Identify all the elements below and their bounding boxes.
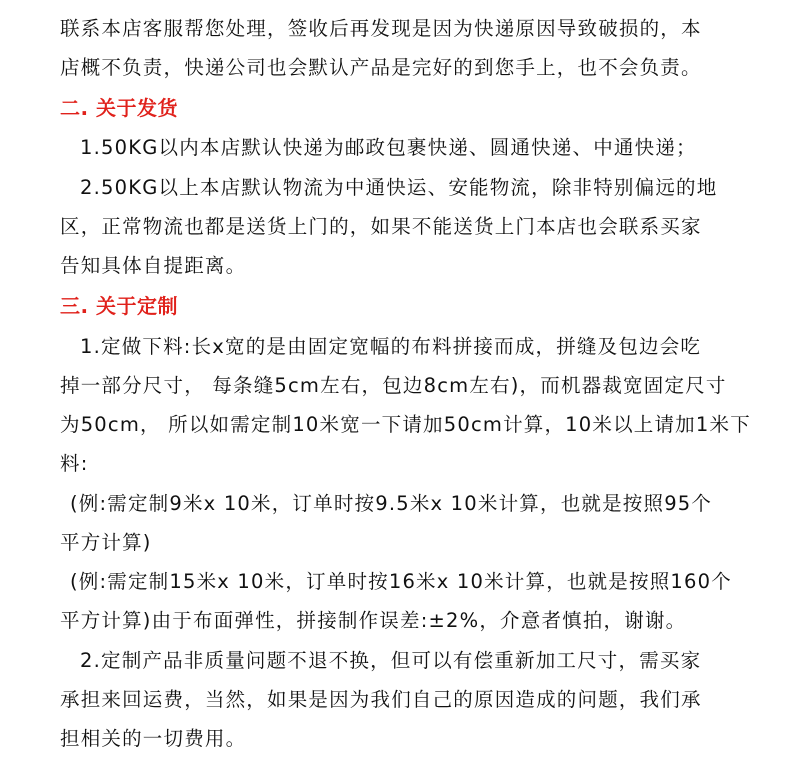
custom-item-1-line-3: 为50cm， 所以如需定制10米宽一下请加50cm计算，10米以上请加1米下: [60, 413, 751, 436]
custom-item-2-line-1: 2.定制产品非质量问题不退不换，但可以有偿重新加工尺寸，需买家: [80, 649, 702, 672]
custom-example-2-line-2: 平方计算)由于布面弹性，拼接制作误差:±2%，介意者慎拍，谢谢。: [60, 609, 687, 632]
section-heading-shipping: 二. 关于发货: [60, 96, 179, 120]
section-heading-custom: 三. 关于定制: [60, 294, 179, 318]
custom-example-2-line-1: (例:需定制15米x 10米，订单时按16米x 10米计算，也就是按照160个: [70, 570, 732, 593]
custom-example-1-line-2: 平方计算): [60, 531, 152, 554]
custom-item-1-line-4: 料:: [60, 452, 89, 475]
intro-line-1: 联系本店客服帮您处理，签收后再发现是因为快递原因导致破损的，本: [60, 17, 702, 40]
custom-item-2-line-3: 担相关的一切费用。: [60, 727, 247, 750]
custom-item-2-line-2: 承担来回运费，当然，如果是因为我们自己的原因造成的问题，我们承: [60, 688, 702, 711]
custom-item-1-line-2: 掉一部分尺寸， 每条缝5cm左右，包边8cm左右)，而机器裁宽固定尺寸: [60, 374, 727, 397]
shipping-item-1: 1.50KG以内本店默认快递为邮政包裹快递、圆通快递、中通快递；: [80, 136, 697, 159]
shipping-item-2-line-3: 告知具体自提距离。: [60, 254, 247, 277]
custom-item-1-line-1: 1.定做下料:长x宽的是由固定宽幅的布料拼接而成，拼缝及包边会吃: [80, 335, 702, 358]
shipping-item-2-line-1: 2.50KG以上本店默认物流为中通快运、安能物流，除非特别偏远的地: [80, 176, 718, 199]
custom-example-1-line-1: (例:需定制9米x 10米，订单时按9.5米x 10米计算，也就是按照95个: [70, 492, 713, 515]
shipping-item-2-line-2: 区，正常物流也都是送货上门的，如果不能送货上门本店也会联系买家: [60, 215, 702, 238]
intro-line-2: 店概不负责，快递公司也会默认产品是完好的到您手上，也不会负责。: [60, 56, 702, 79]
